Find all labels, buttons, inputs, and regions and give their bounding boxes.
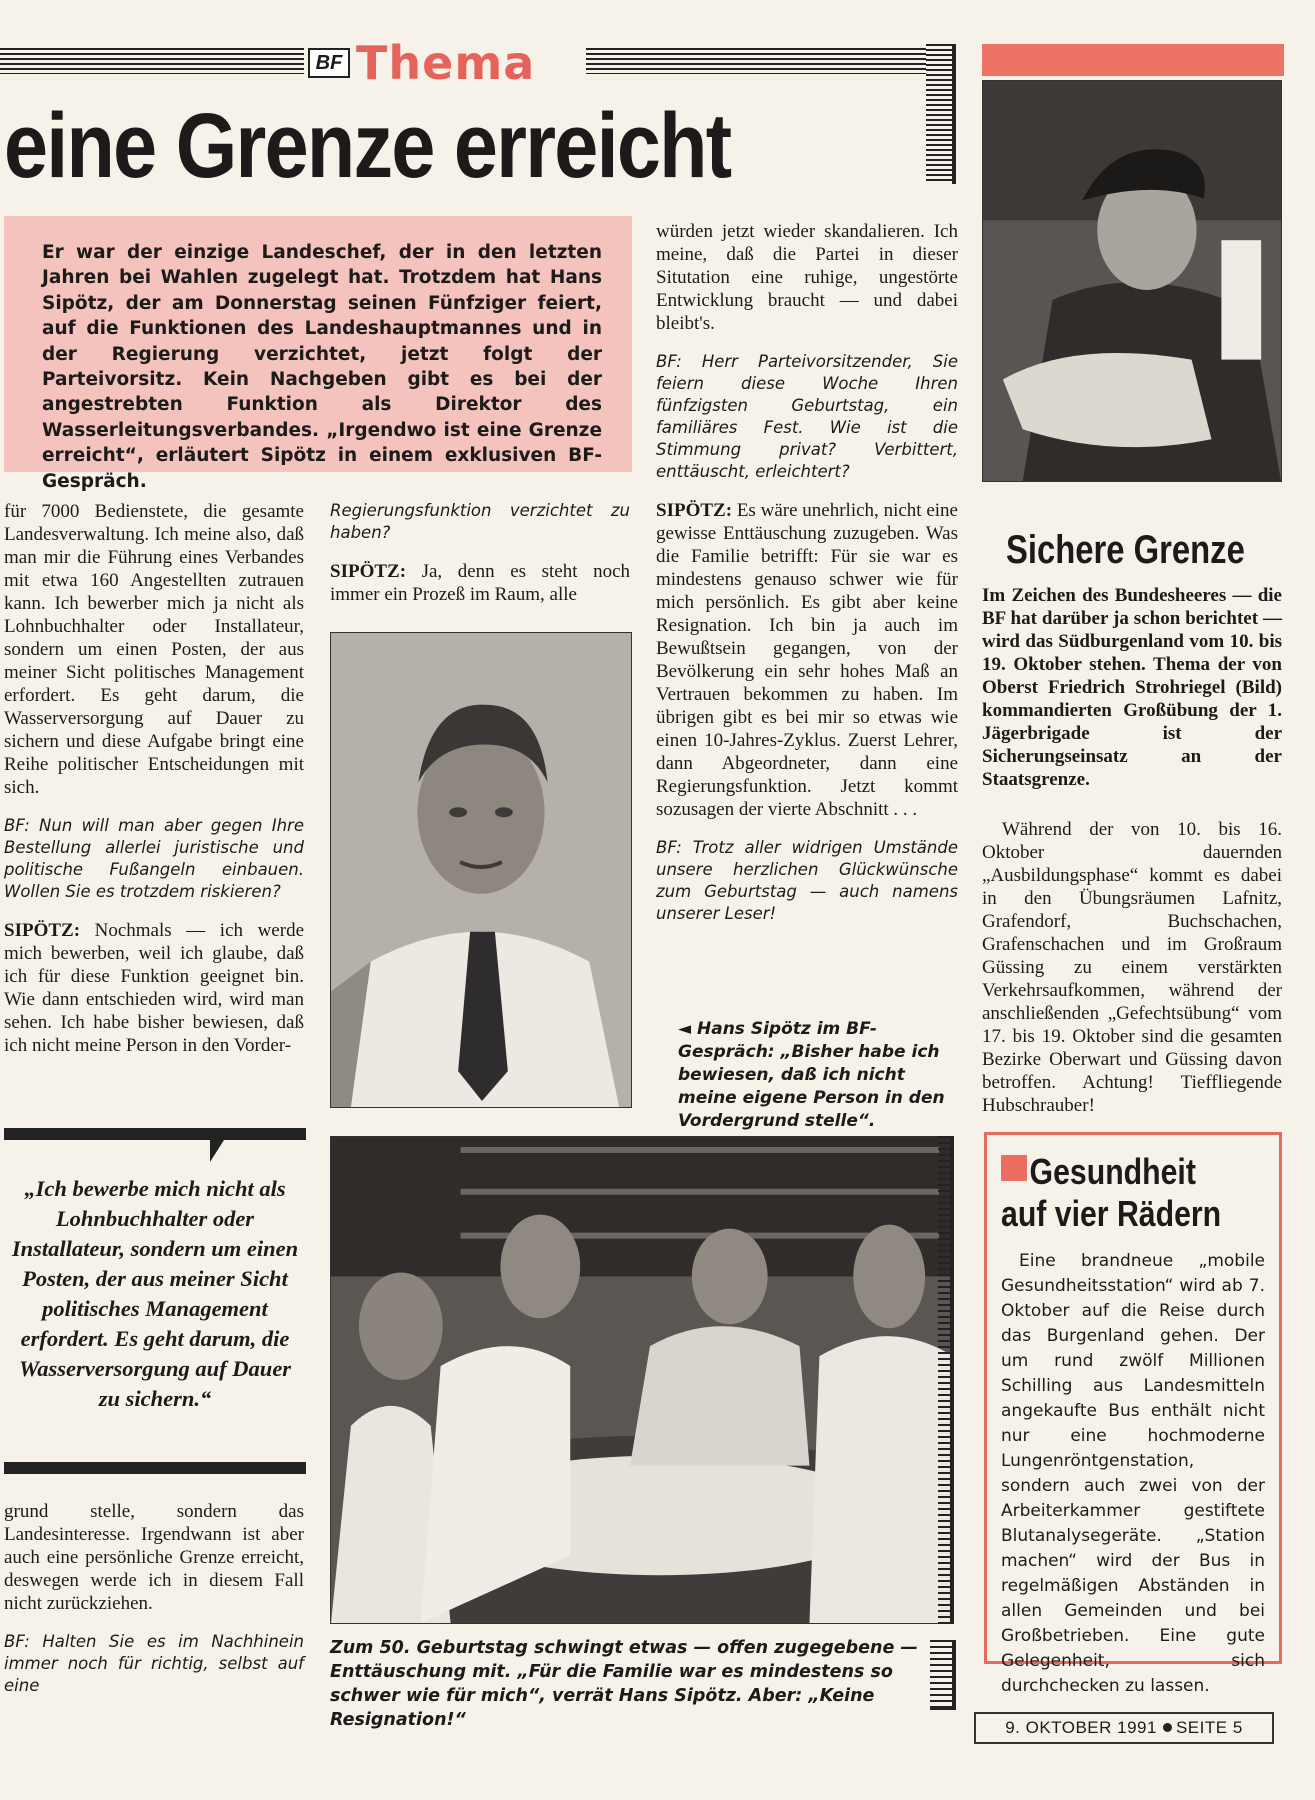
- pull-quote-rule: [4, 1462, 306, 1474]
- column-2: [330, 500, 630, 622]
- answer-text: Es wäre unehrlich, nicht eine gewisse Enttäuschung zuzugeben. Was die Familie betrifft: Für sie war es mindestens genauso schwer wie für mich persönlich. Es gibt aber keine Resignation. Ich bin ja auch im Bewußtsein gegangen, von der Bevölkerung ein sehr hohes Maß an Vertrauen bekommen zu haben. Im übrigen gibt es bei mir so etwas wie einen 10-Jahres-Zyklus. Zuerst Lehrer, dann Abgeordneter, dann eine Regierungsfunktion. Jetzt kommt sozusagen der vierte Abschnitt . . .: [656, 500, 958, 820]
- health-box: [984, 1132, 1282, 1696]
- body-paragraph: grund stelle, sondern das Landesinteresse. Irgendwann ist aber auch eine persönliche Grenze erreicht, deswegen werde ich in diesem Fall nicht zurückziehen.: [4, 1501, 304, 1614]
- interview-answer: [656, 499, 958, 821]
- pull-quote: [4, 1128, 306, 1474]
- speaker-label: SIPÖTZ:: [656, 500, 733, 521]
- speaker-label: SIPÖTZ:: [4, 920, 81, 941]
- column-1-bottom: [4, 1500, 304, 1713]
- interview-question: BF: Halten Sie es im Nachhinein immer noch für richtig, selbst auf eine: [4, 1632, 304, 1695]
- portrait-photo: [330, 632, 632, 1108]
- answer-text: Nochmals — ich werde mich bewerben, weil ich glaube, daß ich für diese Funktion geeignet bin. Wie dann entschieden wird, wird man sehen. Ich habe bisher bewiesen, daß ich nicht meine Person in den Vorder-: [4, 920, 304, 1056]
- bf-logo: BF: [308, 48, 350, 78]
- speaker-label: SIPÖTZ:: [330, 561, 407, 582]
- pull-quote-pointer: [210, 1140, 234, 1162]
- footer-date: 9. OKTOBER 1991: [1005, 1718, 1157, 1737]
- body-paragraph: für 7000 Bedienstete, die gesamte Landesverwaltung. Ich meine also, daß man mir die Führung eines Verbandes mit etwa 160 Angestellten zutrauen kann. Ich bewerber mich ja nicht als Lohnbuchhalter oder Installateur, sondern um einen Posten, der aus meiner Sicht politisches Management erfordert. Es geht darum, die Wasserversorgung auf Dauer zu sichern und diese Aufgabe bringt eine Reihe politischer Entscheidungen mit sich.: [4, 501, 304, 798]
- page-headline: eine Grenze erreicht: [4, 95, 731, 197]
- answer-text: Ja, denn es steht noch immer ein Prozeß im Raum, alle: [330, 561, 630, 605]
- health-title: [1001, 1151, 1223, 1235]
- sidebar-title: Sichere Grenze: [1006, 528, 1245, 572]
- health-title-line1: Gesundheit: [1029, 1151, 1196, 1192]
- interview-answer: [330, 560, 630, 606]
- sidebar-accent-bar: [982, 44, 1284, 76]
- interview-answer: [4, 919, 304, 1057]
- header-rule-right: [586, 48, 926, 74]
- group-photo-caption: Zum 50. Geburtstag schwingt etwas — offen zugegebene — Enttäuschung mit. „Für die Familie war es mindestens so schwer wie für mich“, verrät Hans Sipötz. Aber: „Keine Resignation!“: [330, 1638, 918, 1730]
- health-body: Eine brandneue „mobile Gesundheitsstation“ wird ab 7. Oktober auf die Reise durch das Burgenland gehen. Der um rund zwölf Millionen Schilling aus Landesmitteln angekaufte Bus enthält nicht nur eine hochmoderne Lungenröntgenstation, sondern auch zwei von der Arbeiterkammer gestiftete Blutanalysegeräte. „Station machen“ wird der Bus in regelmäßigen Abständen in allen Gemeinden und bei Großbetrieben. Eine gute Gelegenheit, sich durchchecken zu lassen.: [1001, 1251, 1265, 1696]
- pull-quote-text: „Ich bewerbe mich nicht als Lohnbuchhalter oder Installateur, sondern um einen Posten, der aus meiner Sicht politisches Management erfordert. Es geht darum, die Wasserversorgung auf Dauer zu sichern.“: [11, 1176, 299, 1411]
- footer-page: SEITE 5: [1175, 1718, 1243, 1737]
- interview-question: BF: Herr Parteivorsitzender, Sie feiern diese Woche Ihren fünfzigsten Geburtstag, ein familiäres Fest. Wie ist die Stimmung privat? Verbittert, enttäuscht, erleichtert?: [656, 352, 958, 481]
- sidebar-lead: Im Zeichen des Bundesheeres — die BF hat darüber ja schon berichtet — wird das Südburgenland vom 10. bis 19. Oktober stehen. Thema der von Oberst Friedrich Strohriegel (Bild) kommandierten Großübung der 1. Jägerbrigade ist der Sicherungseinsatz an der Staatsgrenze.: [982, 585, 1282, 790]
- health-title-line2: auf vier Rädern: [1001, 1193, 1222, 1234]
- lead-box: Er war der einzige Landeschef, der in den letzten Jahren bei Wahlen zugelegt hat. Trotzdem hat Hans Sipötz, der am Donnerstag seinen Fünfziger feiert, auf die Funktionen des Landeshauptmannes und in der Regierung verzichtet, jetzt folgt der Parteivorsitz. Kein Nachgeben gibt es bei der angestrebten Funktion als Direktor des Wasserleitungsverbandes. „Irgendwo ist eine Grenze erreicht“, erläutert Sipötz in einem exklusiven BF-Gespräch.: [4, 216, 632, 472]
- pull-quote-rule: [4, 1128, 306, 1140]
- group-photo: [330, 1136, 954, 1624]
- officer-photo: [982, 80, 1282, 482]
- portrait-caption: ◄ Hans Sipötz im BF-Gespräch: „Bisher habe ich bewiesen, daß ich nicht meine eigene Person in den Vordergrund stelle“.: [678, 1019, 945, 1131]
- body-paragraph: würden jetzt wieder skandalieren. Ich meine, daß die Partei in dieser Situtation eine ruhige, ungestörte Entwicklung braucht — und dabei bleibt's.: [656, 221, 958, 334]
- column-1-top: [4, 500, 304, 1073]
- column-3: [656, 220, 958, 941]
- interview-question: BF: Nun will man aber gegen Ihre Bestellung allerlei juristische und politische Fußangeln einbauen. Wollen Sie es trotzdem riskieren?: [4, 816, 304, 901]
- header-rule-left: [0, 48, 304, 74]
- photo-side-bars: [938, 1136, 954, 1624]
- interview-question: BF: Trotz aller widrigen Umstände unsere herzlichen Glückwünsche zum Geburtstag — auch namens unserer Leser!: [656, 838, 958, 923]
- sidebar-body: Während der von 10. bis 16. Oktober dauernden „Ausbildungsphase“ kommt es dabei in den Übungsräumen Lafnitz, Grafendorf, Buchschachen, Grafenschachen und im Großraum Güssing zu einem verstärkten Verkehrsaufkommen, während der anschließenden „Gefechtsübung“ vom 17. bis 19. Oktober sind die gesamten Bezirke Oberwart und Güssing davon betroffen. Achtung! Tieffliegende Hubschrauber!: [982, 819, 1282, 1116]
- footer-bullet: [1163, 1723, 1172, 1732]
- section-rubric: Thema: [356, 36, 536, 90]
- interview-question: Regierungsfunktion verzichtet zu haben?: [330, 501, 630, 542]
- page-footer: [974, 1712, 1274, 1744]
- caption-side-bars: [930, 1640, 956, 1710]
- header-vertical-bars: [926, 44, 956, 184]
